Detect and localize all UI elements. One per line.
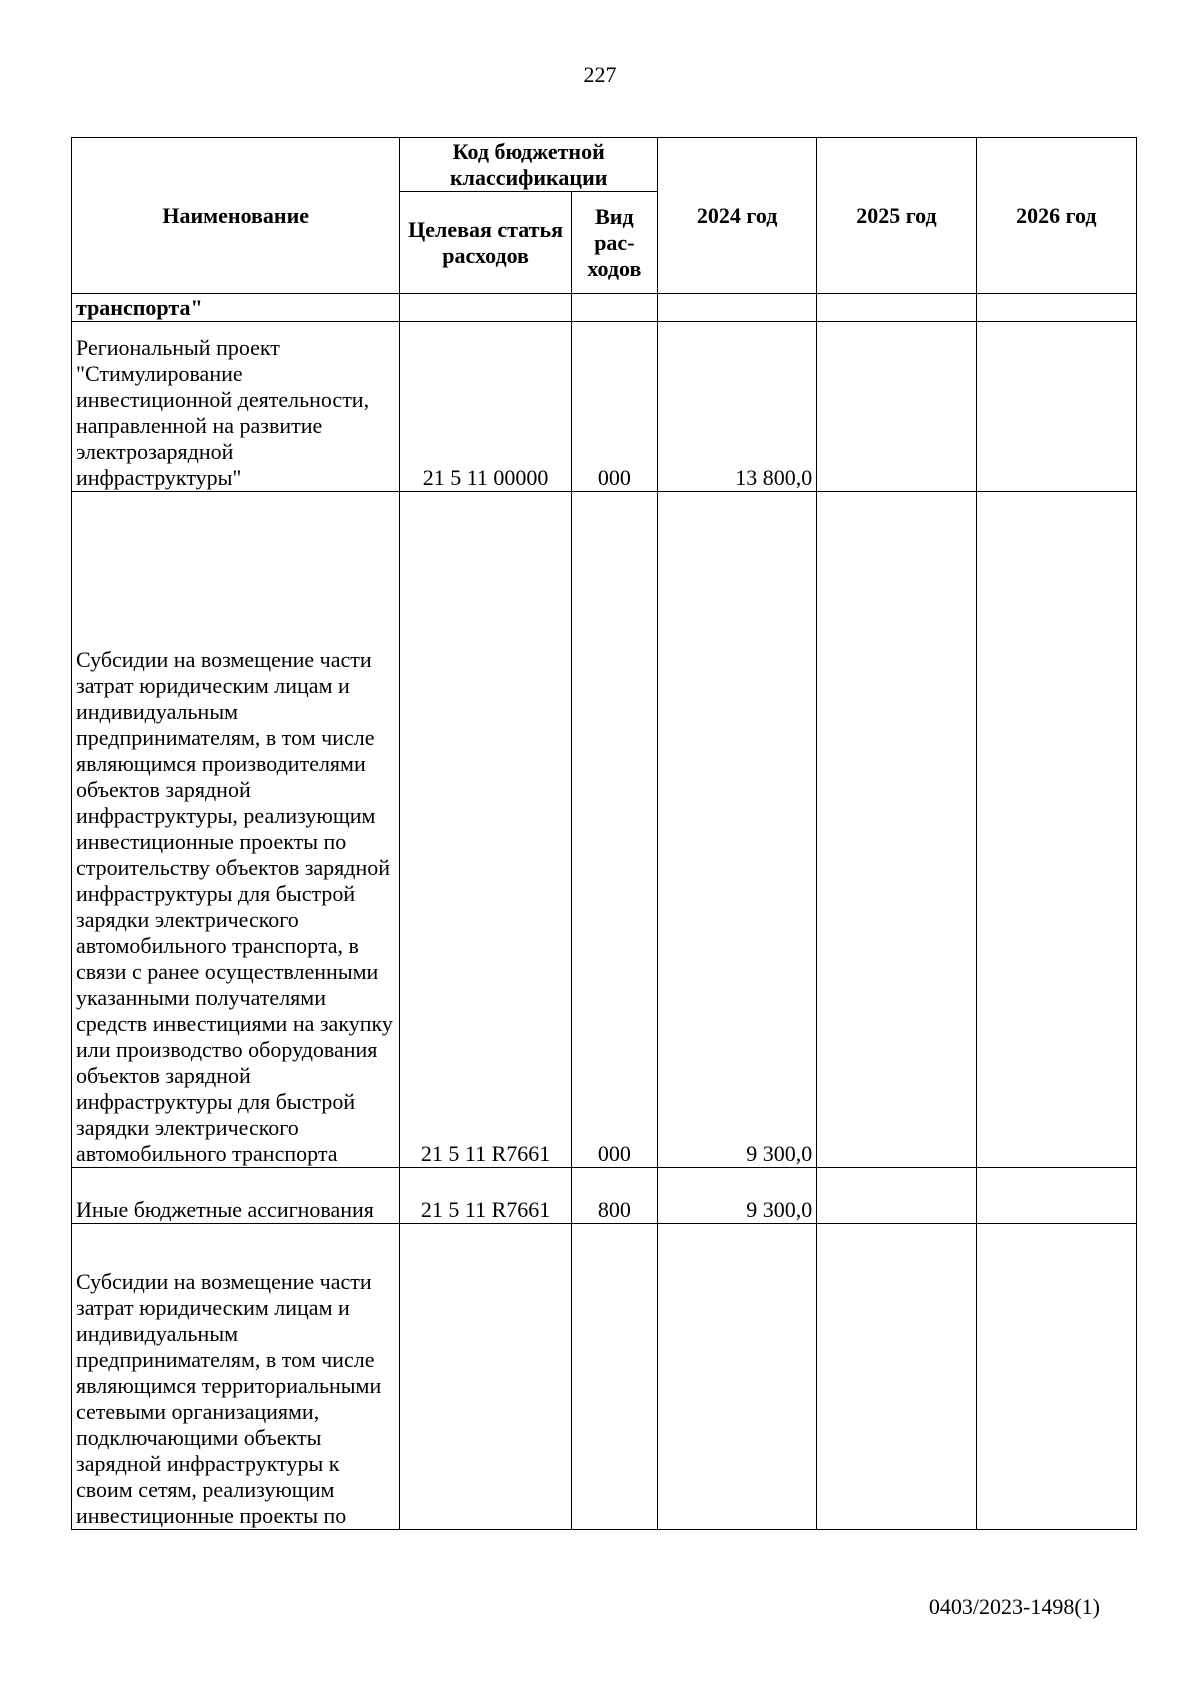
header-year-2025: 2025 год: [817, 138, 976, 294]
header-year-2026: 2026 год: [976, 138, 1136, 294]
row-amount-2025: [817, 294, 976, 322]
row-name: Региональный проект "Стимулирование инвестиционной деятельности, направленной на развитие электрозарядной инфраструктуры": [72, 322, 400, 492]
document-code: 0403/2023-1498(1): [928, 1594, 1100, 1619]
row-expense-type: 000: [571, 322, 657, 492]
row-amount-2026: [976, 294, 1136, 322]
table-row: [72, 1224, 1137, 1530]
row-expense-type: [571, 294, 657, 322]
header-expense-type: Вид рас-ходов: [571, 192, 657, 294]
row-amount-2025: [817, 322, 976, 492]
row-amount-2024: 9 300,0: [657, 492, 816, 1168]
row-name: Субсидии на возмещение части затрат юридическим лицам и индивидуальным предпринимателям, в том числе являющимся производителями объектов зарядной инфраструктуры, реализующим инвестиционные проекты по строительству объектов зарядной инфраструктуры для быстрой зарядки электрического автомобильного транспорта, в связи с ранее осуществленными указанными получателями средств инвестициями на закупку или производство оборудования объектов зарядной инфраструктуры для быстрой зарядки электрического автомобильного транспорта: [72, 492, 400, 1168]
header-year-2024: 2024 год: [657, 138, 816, 294]
row-amount-2025: [817, 1224, 976, 1530]
row-amount-2026: [976, 322, 1136, 492]
row-amount-2024: [657, 294, 816, 322]
table-row: [72, 322, 1137, 492]
row-expense-type: [571, 1224, 657, 1530]
row-amount-2025: [817, 492, 976, 1168]
row-target-article: 21 5 11 R7661: [400, 492, 571, 1168]
row-amount-2024: 13 800,0: [657, 322, 816, 492]
page-number: 227: [583, 62, 617, 87]
row-amount-2026: [976, 1224, 1136, 1530]
table-row: [72, 1168, 1137, 1224]
row-target-article: 21 5 11 00000: [400, 322, 571, 492]
row-name: Субсидии на возмещение части затрат юридическим лицам и индивидуальным предпринимателям, в том числе являющимся территориальными сетевыми организациями, подключающими объекты зарядной инфраструктуры к своим сетям, реализующим инвестиционные проекты по: [72, 1224, 400, 1530]
row-target-article: [400, 294, 571, 322]
header-target-article: Целевая статья расходов: [400, 192, 571, 294]
row-amount-2024: 9 300,0: [657, 1168, 816, 1224]
row-target-article: 21 5 11 R7661: [400, 1168, 571, 1224]
table-header: [72, 138, 1137, 294]
row-expense-type: 800: [571, 1168, 657, 1224]
row-target-article: [400, 1224, 571, 1530]
row-amount-2026: [976, 1168, 1136, 1224]
row-name: транспорта": [72, 294, 400, 322]
row-amount-2025: [817, 1168, 976, 1224]
header-kbk-group: Код бюджетной классификации: [400, 138, 658, 192]
row-name: Иные бюджетные ассигнования: [72, 1168, 400, 1224]
row-expense-type: 000: [571, 492, 657, 1168]
budget-table: [71, 137, 1137, 1530]
table-row: [72, 492, 1137, 1168]
table-row: [72, 294, 1137, 322]
row-amount-2026: [976, 492, 1136, 1168]
header-name: Наименование: [72, 138, 400, 294]
row-amount-2024: [657, 1224, 816, 1530]
